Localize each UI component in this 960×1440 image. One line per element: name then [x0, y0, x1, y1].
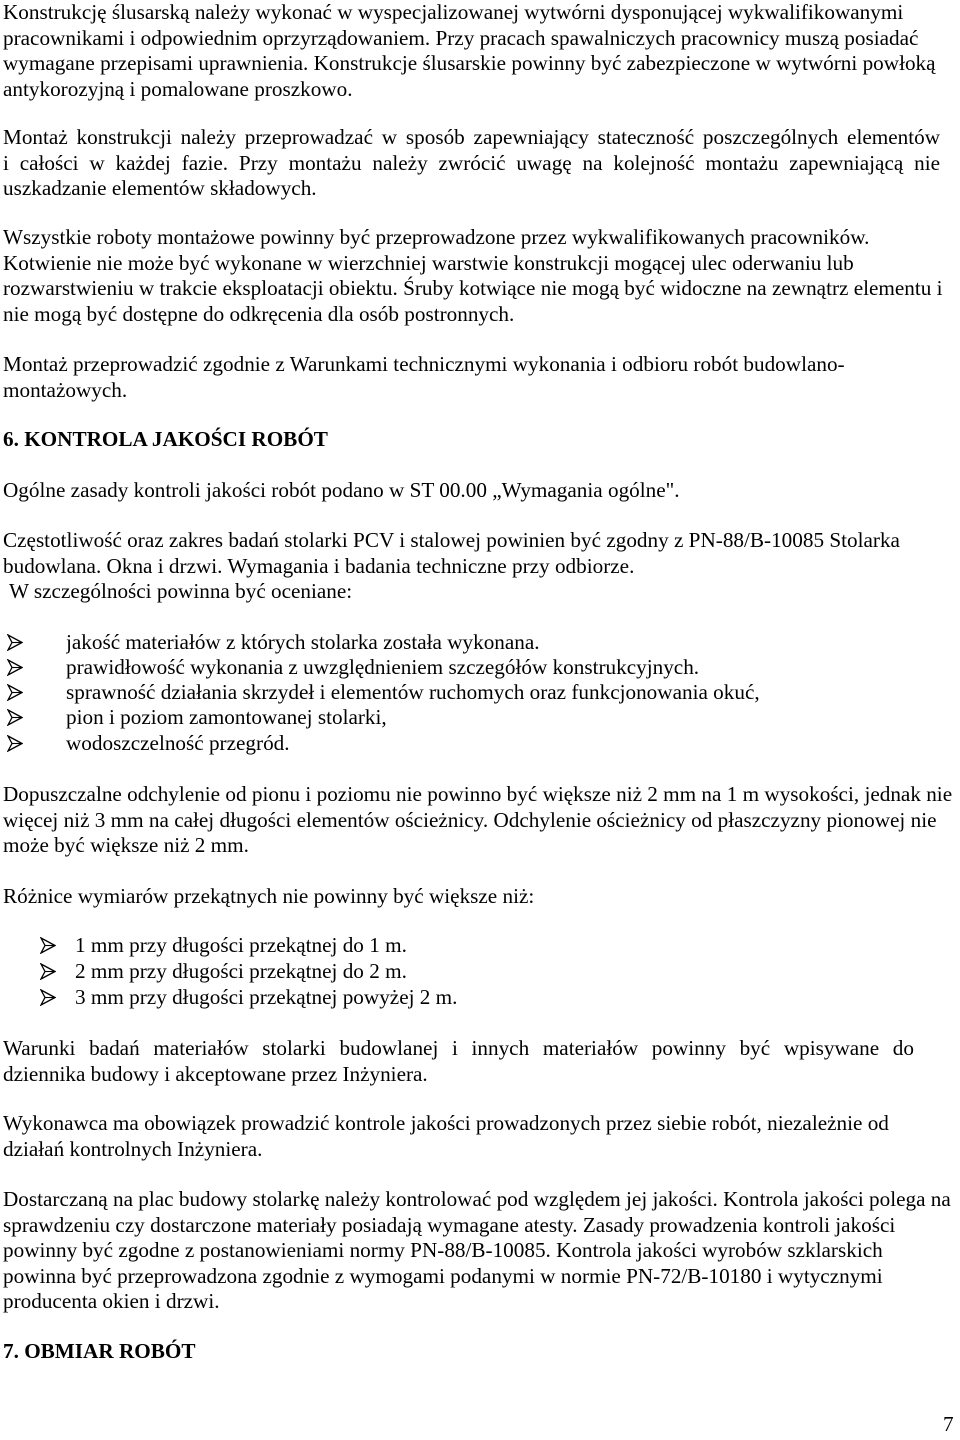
paragraph-anchoring: [3, 225, 957, 327]
text-line: Konstrukcję ślusarską należy wykonać w wyspecjalizowanej wytwórni dysponującej wykwalifikowanymi: [3, 0, 904, 24]
section-heading-measurement: [3, 1339, 957, 1365]
text-line: i całości w każdej fazie. Przy montażu należy zwrócić uwagę na kolejność montażu zapewniającą nie: [3, 150, 940, 175]
bullet-item: [0, 731, 960, 757]
paragraph-test-frequency: [3, 528, 957, 605]
page-number: 7: [943, 1412, 954, 1436]
section-heading: 7. OBMIAR ROBÓT: [3, 1339, 196, 1363]
bullet-text: jakość materiałów z których stolarka została wykonana.: [66, 630, 540, 654]
text-line: nie mogą być dostępne do odkręcenia dla osób postronnych.: [3, 301, 515, 326]
text-line: Kotwienie nie może być wykonane w wierzchniej warstwie konstrukcji mogącej ulec oderwaniu lub: [3, 250, 854, 275]
text-line: pracownikami i odpowiednim oprzyrządowaniem. Przy pracach spawalniczych pracownicy muszą posiadać: [3, 25, 919, 50]
arrowhead-bullet-icon: [7, 634, 23, 651]
bullet-text: pion i poziom zamontowanej stolarki,: [66, 705, 387, 729]
section-heading: 6. KONTROLA JAKOŚCI ROBÓT: [3, 427, 328, 451]
text-line: Dopuszczalne odchylenie od pionu i poziomu nie powinno być większe niż 2 mm na 1 m wysokości, jednak nie: [3, 782, 953, 806]
text-line: więcej niż 3 mm na całej długości elementów ościeżnicy. Odchylenie ościeżnicy od płaszczyzny pionowej nie: [3, 807, 937, 832]
text-line: Częstotliwość oraz zakres badań stolarki PCV i stalowej powinien być zgodny z PN-88/B-10085 Stolarka: [3, 528, 900, 552]
text-line: Warunki badań materiałów stolarki budowlanej i innych materiałów powinny być wpisywane do: [3, 1036, 914, 1060]
bullet-item: [0, 959, 960, 985]
text-line: działań kontrolnych Inżyniera.: [3, 1136, 263, 1161]
paragraph-records: [3, 1036, 957, 1087]
text-line: W szczególności powinna być oceniane:: [9, 579, 353, 603]
text-line: sprawdzeniu czy dostarczone materiały posiadają wymagane atesty. Zasady prowadzenia kontroli jakości: [3, 1212, 896, 1237]
arrowhead-bullet-icon: [40, 989, 56, 1006]
text-line: producenta okien i drzwi.: [3, 1289, 220, 1313]
paragraph-delivery-control: [3, 1187, 957, 1315]
arrowhead-bullet-icon: [7, 659, 23, 676]
bullet-item: [0, 630, 960, 656]
paragraph-assembly: [3, 125, 957, 202]
bullet-item: [0, 933, 960, 959]
text-line: może być większe niż 2 mm.: [3, 833, 249, 857]
paragraph-general-rules: [3, 478, 957, 504]
bullet-item: [0, 655, 960, 681]
bullet-text: 2 mm przy długości przekątnej do 2 m.: [75, 959, 407, 983]
paragraph-fabrication: [3, 0, 957, 102]
text-line: budowlana. Okna i drzwi. Wymagania i badania techniczne przy odbiorze.: [3, 553, 635, 578]
text-line: Montaż konstrukcji należy przeprowadzać w sposób zapewniający stateczność poszczególnych elementów: [3, 125, 940, 149]
bullet-text: 1 mm przy długości przekątnej do 1 m.: [75, 933, 407, 957]
bullet-item: [0, 705, 960, 731]
arrowhead-bullet-icon: [7, 709, 23, 726]
paragraph-diagonal-intro: [3, 884, 957, 910]
text-line: Wszystkie roboty montażowe powinny być przeprowadzone przez wykwalifikowanych pracowników.: [3, 225, 870, 249]
arrowhead-bullet-icon: [40, 963, 56, 980]
bullet-text: sprawność działania skrzydeł i elementów ruchomych oraz funkcjonowania okuć,: [66, 680, 760, 704]
paragraph-assembly-conditions: [3, 352, 957, 403]
text-line: Ogólne zasady kontroli jakości robót podano w ST 00.00 „Wymagania ogólne".: [3, 478, 680, 502]
text-line: Dostarczaną na plac budowy stolarkę należy kontrolować pod względem jej jakości. Kontrola jakości polega na: [3, 1187, 951, 1211]
text-line: Różnice wymiarów przekątnych nie powinny być większe niż:: [3, 884, 535, 908]
bullet-item: [0, 985, 960, 1011]
bullet-text: prawidłowość wykonania z uwzględnieniem szczegółów konstrukcyjnych.: [66, 655, 700, 679]
arrowhead-bullet-icon: [7, 684, 23, 701]
text-line: dziennika budowy i akceptowane przez Inżyniera.: [3, 1061, 428, 1086]
text-line: antykorozyjną i pomalowane proszkowo.: [3, 76, 353, 101]
text-line: powinna być przeprowadzona zgodnie z wymogami podanymi w normie PN-72/B-10180 i wytycznymi: [3, 1263, 883, 1288]
paragraph-deviation: [3, 782, 957, 859]
arrowhead-bullet-icon: [40, 937, 56, 954]
text-line: Wykonawca ma obowiązek prowadzić kontrole jakości prowadzonych przez siebie robót, niezależnie od: [3, 1111, 889, 1135]
text-line: montażowych.: [3, 377, 128, 402]
bullet-item: [0, 680, 960, 706]
text-line: uszkadzanie elementów składowych.: [3, 176, 317, 200]
paragraph-contractor: [3, 1111, 957, 1162]
section-heading-quality-control: [3, 427, 957, 453]
bullet-text: wodoszczelność przegród.: [66, 731, 290, 755]
text-line: Montaż przeprowadzić zgodnie z Warunkami technicznymi wykonania i odbioru robót budowlano-: [3, 352, 845, 376]
arrowhead-bullet-icon: [7, 735, 23, 752]
bullet-text: 3 mm przy długości przekątnej powyżej 2 m.: [75, 985, 458, 1009]
text-line: rozwarstwieniu w trakcie eksploatacji obiektu. Śruby kotwiące nie mogą być widoczne na zewnątrz elementu i: [3, 276, 943, 300]
text-line: wymagane przepisami uprawnienia. Konstrukcje ślusarskie powinny być zabezpieczone w wytwórni powłoką: [3, 51, 936, 75]
text-line: powinny być zgodne z postanowieniami normy PN-88/B-10085. Kontrola jakości wyrobów szklarskich: [3, 1238, 883, 1262]
